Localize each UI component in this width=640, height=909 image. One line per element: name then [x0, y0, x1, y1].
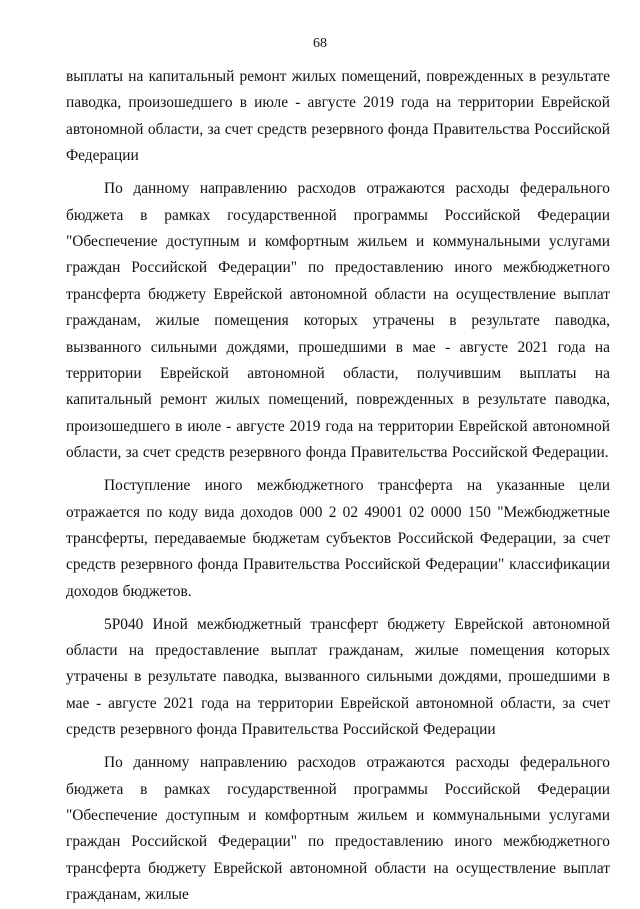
paragraph-expense-description: По данному направлению расходов отражаются расходы федерального бюджета в рамках государственной программы Российской Федерации "Обеспечение доступным и комфортным жильем и коммунальными услугами граждан Российской Федерации" по предоставлению иного межбюджетного трансферта бюджету Еврейской автономной области на осуществление выплат гражданам, жилые помещения которых утрачены в результате паводка, вызванного сильными дождями, прошедшими в мае - августе 2021 года на территории Еврейской автономной области, получившим выплаты на капитальный ремонт жилых помещений, поврежденных в результате паводка, произошедшего в июле - августе 2019 года на территории Еврейской автономной области, за счет средств резервного фонда Правительства Российской Федерации. [66, 180, 610, 462]
paragraph-expense-description-2: По данному направлению расходов отражаются расходы федерального бюджета в рамках государственной программы Российской Федерации "Обеспечение доступным и комфортным жильем и коммунальными услугами граждан Российской Федерации" по предоставлению иного межбюджетного трансферта бюджету Еврейской автономной области на осуществление выплат гражданам, жилые [66, 754, 610, 904]
paragraph-revenue-code: Поступление иного межбюджетного трансферта на указанные цели отражается по коду вида доходов 000 2 02 49001 02 0000 150 "Межбюджетные трансферты, передаваемые бюджетам субъектов Российской Федерации, за счет средств резервного фонда Правительства Российской Федерации" классификации доходов бюджетов. [66, 477, 610, 600]
paragraph-continuation: выплаты на капитальный ремонт жилых помещений, поврежденных в результате паводка, произошедшего в июле - августе 2019 года на территории Еврейской автономной области, за счет средств резервного фонда Правительства Российской Федерации [66, 68, 610, 165]
page-number: 68 [313, 36, 327, 51]
paragraph-5p040-heading: 5Р040 Иной межбюджетный трансферт бюджету Еврейской автономной области на предоставление выплат гражданам, жилые помещения которых утрачены в результате паводка, вызванного сильными дождями, прошедшими в мае - августе 2021 года на территории Еврейской автономной области, за счет средств резервного фонда Правительства Российской Федерации [66, 615, 610, 739]
document-body [66, 64, 610, 909]
